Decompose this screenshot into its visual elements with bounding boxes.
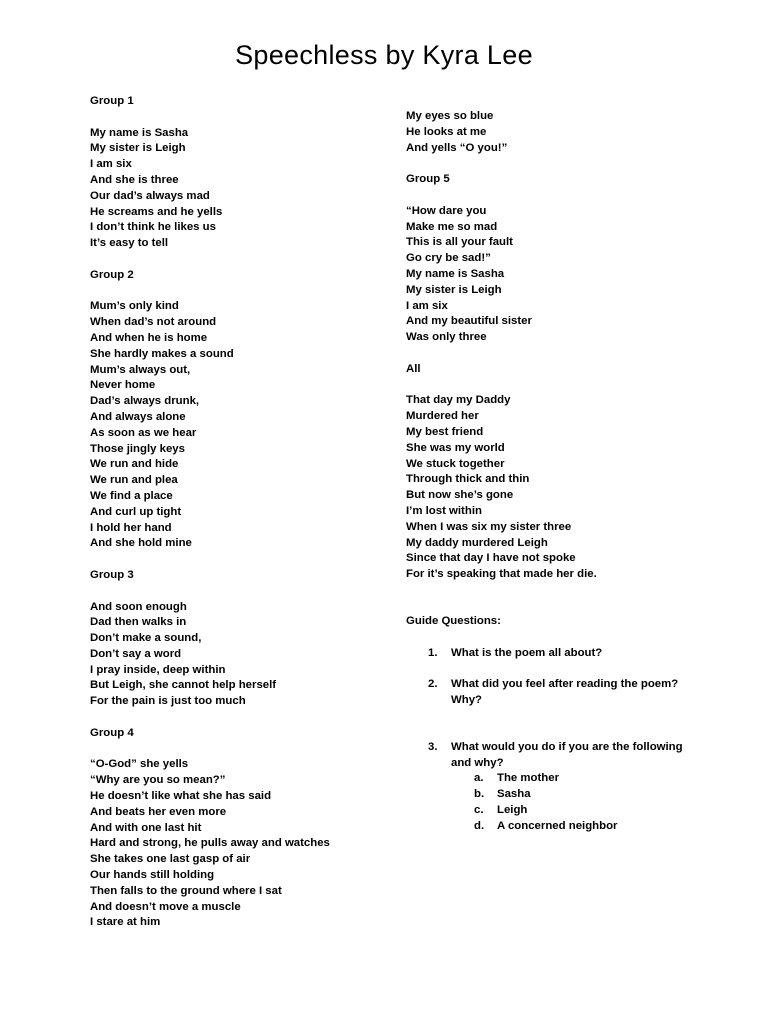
poem-line: I am six xyxy=(90,158,132,171)
option-item xyxy=(451,787,691,803)
poem-line: My best friend xyxy=(406,425,484,438)
option-letter: a. xyxy=(474,772,484,785)
poem-line: He looks at me xyxy=(406,125,487,138)
option-text: Sasha xyxy=(497,788,531,801)
poem-line: My sister is Leigh xyxy=(406,283,502,296)
poem-line: Go cry be sad!” xyxy=(406,252,491,265)
poem-line: When I was six my sister three xyxy=(406,520,572,533)
group-heading: Group 4 xyxy=(90,726,134,739)
poem-line: And yells “O you!” xyxy=(406,141,508,154)
left-column xyxy=(90,94,390,931)
poem-line: “O-God” she yells xyxy=(90,758,189,771)
poem-line: And doesn’t move a muscle xyxy=(90,900,241,913)
poem-line: Dad’s always drunk, xyxy=(90,395,200,408)
poem-line: And with one last hit xyxy=(90,821,202,834)
poem-line: This is all your fault xyxy=(406,236,513,249)
poem-line: Hard and strong, he pulls away and watches xyxy=(90,837,330,850)
poem-line: Never home xyxy=(90,379,156,392)
stanza-group-3 xyxy=(90,568,390,710)
poem-line: My daddy murdered Leigh xyxy=(406,536,548,549)
poem-line: And soon enough xyxy=(90,600,187,613)
poem-line: And beats her even more xyxy=(90,805,227,818)
option-item xyxy=(451,771,691,787)
poem-line: Don’t make a sound, xyxy=(90,632,202,645)
poem-line: As soon as we hear xyxy=(90,426,197,439)
question-number: 2. xyxy=(428,678,438,691)
poem-line: We run and hide xyxy=(90,458,179,471)
poem-line: My name is Sasha xyxy=(90,126,189,139)
poem-line: It’s easy to tell xyxy=(90,237,169,250)
stanza-group-5 xyxy=(406,172,706,346)
poem-line: But Leigh, she cannot help herself xyxy=(90,679,277,692)
poem-line: I am six xyxy=(406,299,448,312)
poem-line: She hardly makes a sound xyxy=(90,347,234,360)
question-text: What would you do if you are the following and why? xyxy=(451,740,683,769)
poem-line: My sister is Leigh xyxy=(90,142,186,155)
poem-line: I don’t think he likes us xyxy=(90,221,216,234)
poem-line: Was only three xyxy=(406,331,487,344)
option-text: The mother xyxy=(497,772,560,785)
poem-line: Don’t say a word xyxy=(90,647,182,660)
stanza-group-1 xyxy=(90,94,390,252)
poem-line: I hold her hand xyxy=(90,521,172,534)
poem-line: For the pain is just too much xyxy=(90,695,246,708)
poem-line: I’m lost within xyxy=(406,504,482,517)
poem-line: Make me so mad xyxy=(406,220,498,233)
poem-line: My eyes so blue xyxy=(406,110,494,122)
question-item xyxy=(406,646,691,662)
poem-line: We find a place xyxy=(90,489,173,502)
option-letter: c. xyxy=(474,804,484,817)
poem-line: That day my Daddy xyxy=(406,394,511,407)
stanza-group-4-continued xyxy=(406,109,706,156)
option-text: A concerned neighbor xyxy=(497,819,618,832)
poem-line: She takes one last gasp of air xyxy=(90,853,251,866)
poem-line: And curl up tight xyxy=(90,505,182,518)
option-item xyxy=(451,819,691,835)
poem-line: Through thick and thin xyxy=(406,473,530,486)
poem-line: And she hold mine xyxy=(90,537,192,550)
poem-line: And always alone xyxy=(90,410,186,423)
group-heading: All xyxy=(406,362,421,375)
question-number: 3. xyxy=(428,740,438,753)
option-letter: d. xyxy=(474,819,485,832)
poem-line: He doesn’t like what she has said xyxy=(90,790,272,803)
poem-line: Murdered her xyxy=(406,410,479,423)
poem-line: “How dare you xyxy=(406,204,487,217)
poem-line: He screams and he yells xyxy=(90,205,223,218)
poem-line: Then falls to the ground where I sat xyxy=(90,884,282,897)
group-heading: Group 3 xyxy=(90,568,134,581)
poem-line: Mum’s only kind xyxy=(90,300,179,313)
poem-line: Our dad’s always mad xyxy=(90,189,210,202)
poem-line: And she is three xyxy=(90,173,179,186)
poem-line: I stare at him xyxy=(90,916,161,929)
question-item xyxy=(406,677,691,709)
poem-line: But now she’s gone xyxy=(406,489,514,502)
poem-line: And when he is home xyxy=(90,331,208,344)
right-column xyxy=(406,109,706,850)
stanza-group-2 xyxy=(90,268,390,552)
poem-line: Since that day I have not spoke xyxy=(406,552,576,565)
guide-questions-title: Guide Questions: xyxy=(406,614,501,627)
poem-line: When dad’s not around xyxy=(90,316,217,329)
page-title: Speechless by Kyra Lee xyxy=(235,40,533,70)
option-text: Leigh xyxy=(497,804,528,817)
poem-line: “Why are you so mean?” xyxy=(90,774,226,787)
poem-line: For it’s speaking that made her die. xyxy=(406,568,597,581)
poem-line: Those jingly keys xyxy=(90,442,185,455)
poem-line: She was my world xyxy=(406,441,505,454)
poem-line: Our hands still holding xyxy=(90,869,215,882)
poem-line: Mum’s always out, xyxy=(90,363,191,376)
group-heading: Group 1 xyxy=(90,95,134,107)
poem-line: Dad then walks in xyxy=(90,616,187,629)
poem-line: And my beautiful sister xyxy=(406,315,532,328)
poem-line: My name is Sasha xyxy=(406,267,505,280)
question-number: 1. xyxy=(428,646,438,659)
option-letter: b. xyxy=(474,788,485,801)
poem-line: We run and plea xyxy=(90,474,178,487)
question-item xyxy=(406,740,691,835)
question-list xyxy=(406,646,706,835)
poem-line: I pray inside, deep within xyxy=(90,663,226,676)
option-item xyxy=(451,803,691,819)
group-heading: Group 5 xyxy=(406,173,450,186)
group-heading: Group 2 xyxy=(90,268,134,281)
option-list xyxy=(451,771,691,834)
poem-line: We stuck together xyxy=(406,457,505,470)
stanza-all xyxy=(406,362,706,583)
question-text: What is the poem all about? xyxy=(451,646,603,659)
guide-questions xyxy=(406,614,706,835)
question-text: What did you feel after reading the poem? Why? xyxy=(451,678,679,707)
stanza-group-4 xyxy=(90,726,390,931)
